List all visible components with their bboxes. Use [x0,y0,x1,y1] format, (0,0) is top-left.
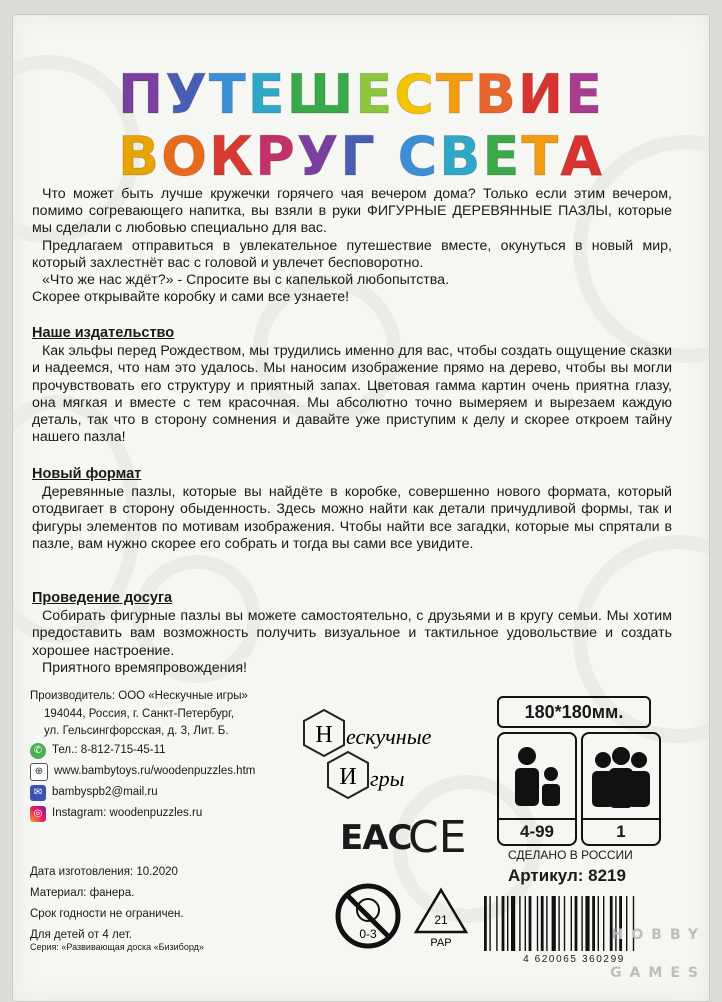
barcode-bar [537,896,538,951]
article-number: Артикул: 8219 [508,866,626,885]
instagram-link[interactable]: Instagram: woodenpuzzles.ru [52,807,203,820]
website-row [30,762,255,783]
section-heading: Наше издательство [32,325,175,341]
barcode-number: 4 620065 360299 [523,954,625,965]
title-letter: Ш [286,63,356,126]
mail-icon: ✉ [30,785,46,801]
barcode-bar [519,896,520,951]
contacts [30,688,255,825]
players-box [581,732,661,846]
section-text-extra: Приятного времяпровождения! [42,659,247,676]
title-letter: В [439,125,483,188]
barcode-bar [502,896,505,951]
title-letter: К [209,125,256,188]
email-link[interactable]: bambyspb2@mail.ru [52,786,158,799]
title-letter: С [394,63,436,126]
age-note: Для детей от 4 лет. [30,929,132,941]
players-count: 1 [583,818,659,844]
section-text: Деревянные пазлы, которые вы найдёте в коробке, совершенно нового формата, который отодвигает в сторону обыденность. Здесь можно найти как детали причудливой формы, так и фигуры элементов по мотивам изображения. Чтобы найти все загадки, которые мы спрятали в пазле, вам нужно скорее его собрать и тогда вы сами все увидите. [32,484,672,552]
section-text: Собирать фигурные пазлы вы можете самостоятельно, с друзьями и в кругу семьи. Мы хотим предоставить вам возможность получить визуальное и тактильное удовольствие и создать хорошее настроение. [32,608,672,659]
section-heading: Проведение досуга [32,590,173,606]
product-meta [30,862,184,946]
section-publisher [32,325,672,446]
producer: Производитель: ООО «Нескучные игры» [30,690,248,702]
title-letter: П [118,63,166,126]
address-line-2: ул. Гельсингфорсская, д. 3, Лит. Б. [44,725,229,737]
title-letter: А [560,125,604,188]
barcode-bar [546,896,547,951]
intro-paragraph: Что может быть лучше кружечки горячего чая вечером дома? Только если этим вечером, помимо согревающего напитка, вы взяли в руки ФИГУРНЫЕ ДЕРЕВЯННЫЕ ПАЗЛЫ, которые мы сделали с любовью специально для вас. [32,186,672,237]
manufacture-date: Дата изготовления: 10.2020 [30,866,178,878]
title-letter: Е [247,63,287,126]
title-letter: Е [482,125,522,188]
made-in: СДЕЛАНО В РОССИИ [508,848,633,862]
title-letter: Г [340,125,377,188]
section-text: Как эльфы перед Рождеством, мы трудились именно для вас, чтобы создать ощущение сказки и надеемся, что нам это удалось. Мы наносим изображение прямо на дерево, чтобы вы могли прочувствовать его структуру и приятный запах. Цветовая гамма картин очень приятна глазу, она мягкая и вместе с тем красочная. Мы абсолютно точно вымеряем и вырезаем каждую деталь, так что в сторону сомнения и давайте уже приступим к делу и скорее откроем тайну нашего пазла! [32,343,672,446]
title-letter: В [117,125,162,188]
age-range-box [497,732,577,846]
email-row [30,783,255,804]
intro-paragraph: «Что же нас ждёт?» - Спросите вы с капелькой любопытства. [42,272,450,289]
address-line-1: 194044, Россия, г. Санкт-Петербург, [44,707,235,720]
title-letter: У [296,125,341,188]
recycle-code: PAP [430,937,452,949]
title-letter: У [165,63,209,126]
title-letter: Р [255,125,297,188]
title-letter: Т [208,63,248,126]
barcode-bar [507,896,508,951]
barcode-bar [558,896,559,951]
barcode-bar [585,896,589,951]
title-letter: Е [565,63,604,126]
age-range: 4-99 [499,818,575,844]
instagram-icon: ◎ [30,806,46,822]
recycle-number: 21 [434,913,448,927]
watermark-line-2: GAMES [610,965,706,981]
title-letter: Т [435,63,475,126]
brand-word-1: ескучные [346,724,432,749]
watermark-line-1: HOBBY [611,927,706,943]
instagram-row [30,804,255,825]
barcode-bar [552,896,556,951]
website-link[interactable]: www.bambytoys.ru/woodenpuzzles.htm [54,765,256,778]
barcode-bar [581,896,582,951]
family-icon [499,734,575,818]
barcode-bar [571,896,572,951]
phone-row [30,741,255,762]
title-line-2 [0,125,722,188]
barcode-bar [564,896,565,951]
title-line-1 [0,63,722,126]
section-new-format [32,466,672,553]
barcode-bar [484,896,487,951]
recycle-icon [410,884,472,950]
material: Материал: фанера. [30,887,135,899]
title-letter: Т [521,125,561,188]
title-letter: В [474,63,518,126]
barcode-bar [575,896,578,951]
barcode-bar [603,896,604,951]
section-heading: Новый формат [32,466,142,482]
barcode-bar [511,896,515,951]
phone-icon: ✆ [30,743,46,759]
globe-icon: ⊕ [30,763,48,781]
barcode-bar [496,896,497,951]
barcode-bar [525,896,526,951]
series: Серия: «Развивающая доска «Бизиборд» [30,942,204,952]
watermark [610,916,706,992]
title-letter: И [517,63,566,126]
barcode-bar [592,896,595,951]
brand-word-2: гры [370,766,405,791]
eac-mark: EAC [340,818,412,858]
title-letter [377,130,398,184]
puzzle-size: 180*180мм. [497,696,651,728]
section-leisure [32,590,672,677]
ce-mark: CE [408,812,467,863]
title-letter: С [397,125,440,188]
barcode-bar [489,896,490,951]
title-letter: О [161,125,210,188]
phone: Тел.: 8-812-715-45-11 [52,744,166,757]
barcode-bar [598,896,599,951]
intro-text [32,186,672,306]
barcode-bar [529,896,532,951]
brand-letter-1: Н [315,722,333,748]
age-warning-label: 0-3 [359,927,377,941]
intro-paragraph: Предлагаем отправиться в увлекательное путешествие вместе, окунуться в новый мир, который захлестнёт вас с головой и увлечет бесповоротно. [32,237,672,271]
barcode-bar [541,896,544,951]
brand-logo [296,704,486,804]
age-warning-icon [330,880,410,960]
intro-paragraph: Скорее открывайте коробку и сами все узнаете! [32,289,350,306]
players-icon [583,734,659,818]
shelf-life: Срок годности не ограничен. [30,908,184,920]
title-letter: Е [355,63,395,126]
brand-letter-2: И [339,764,357,790]
